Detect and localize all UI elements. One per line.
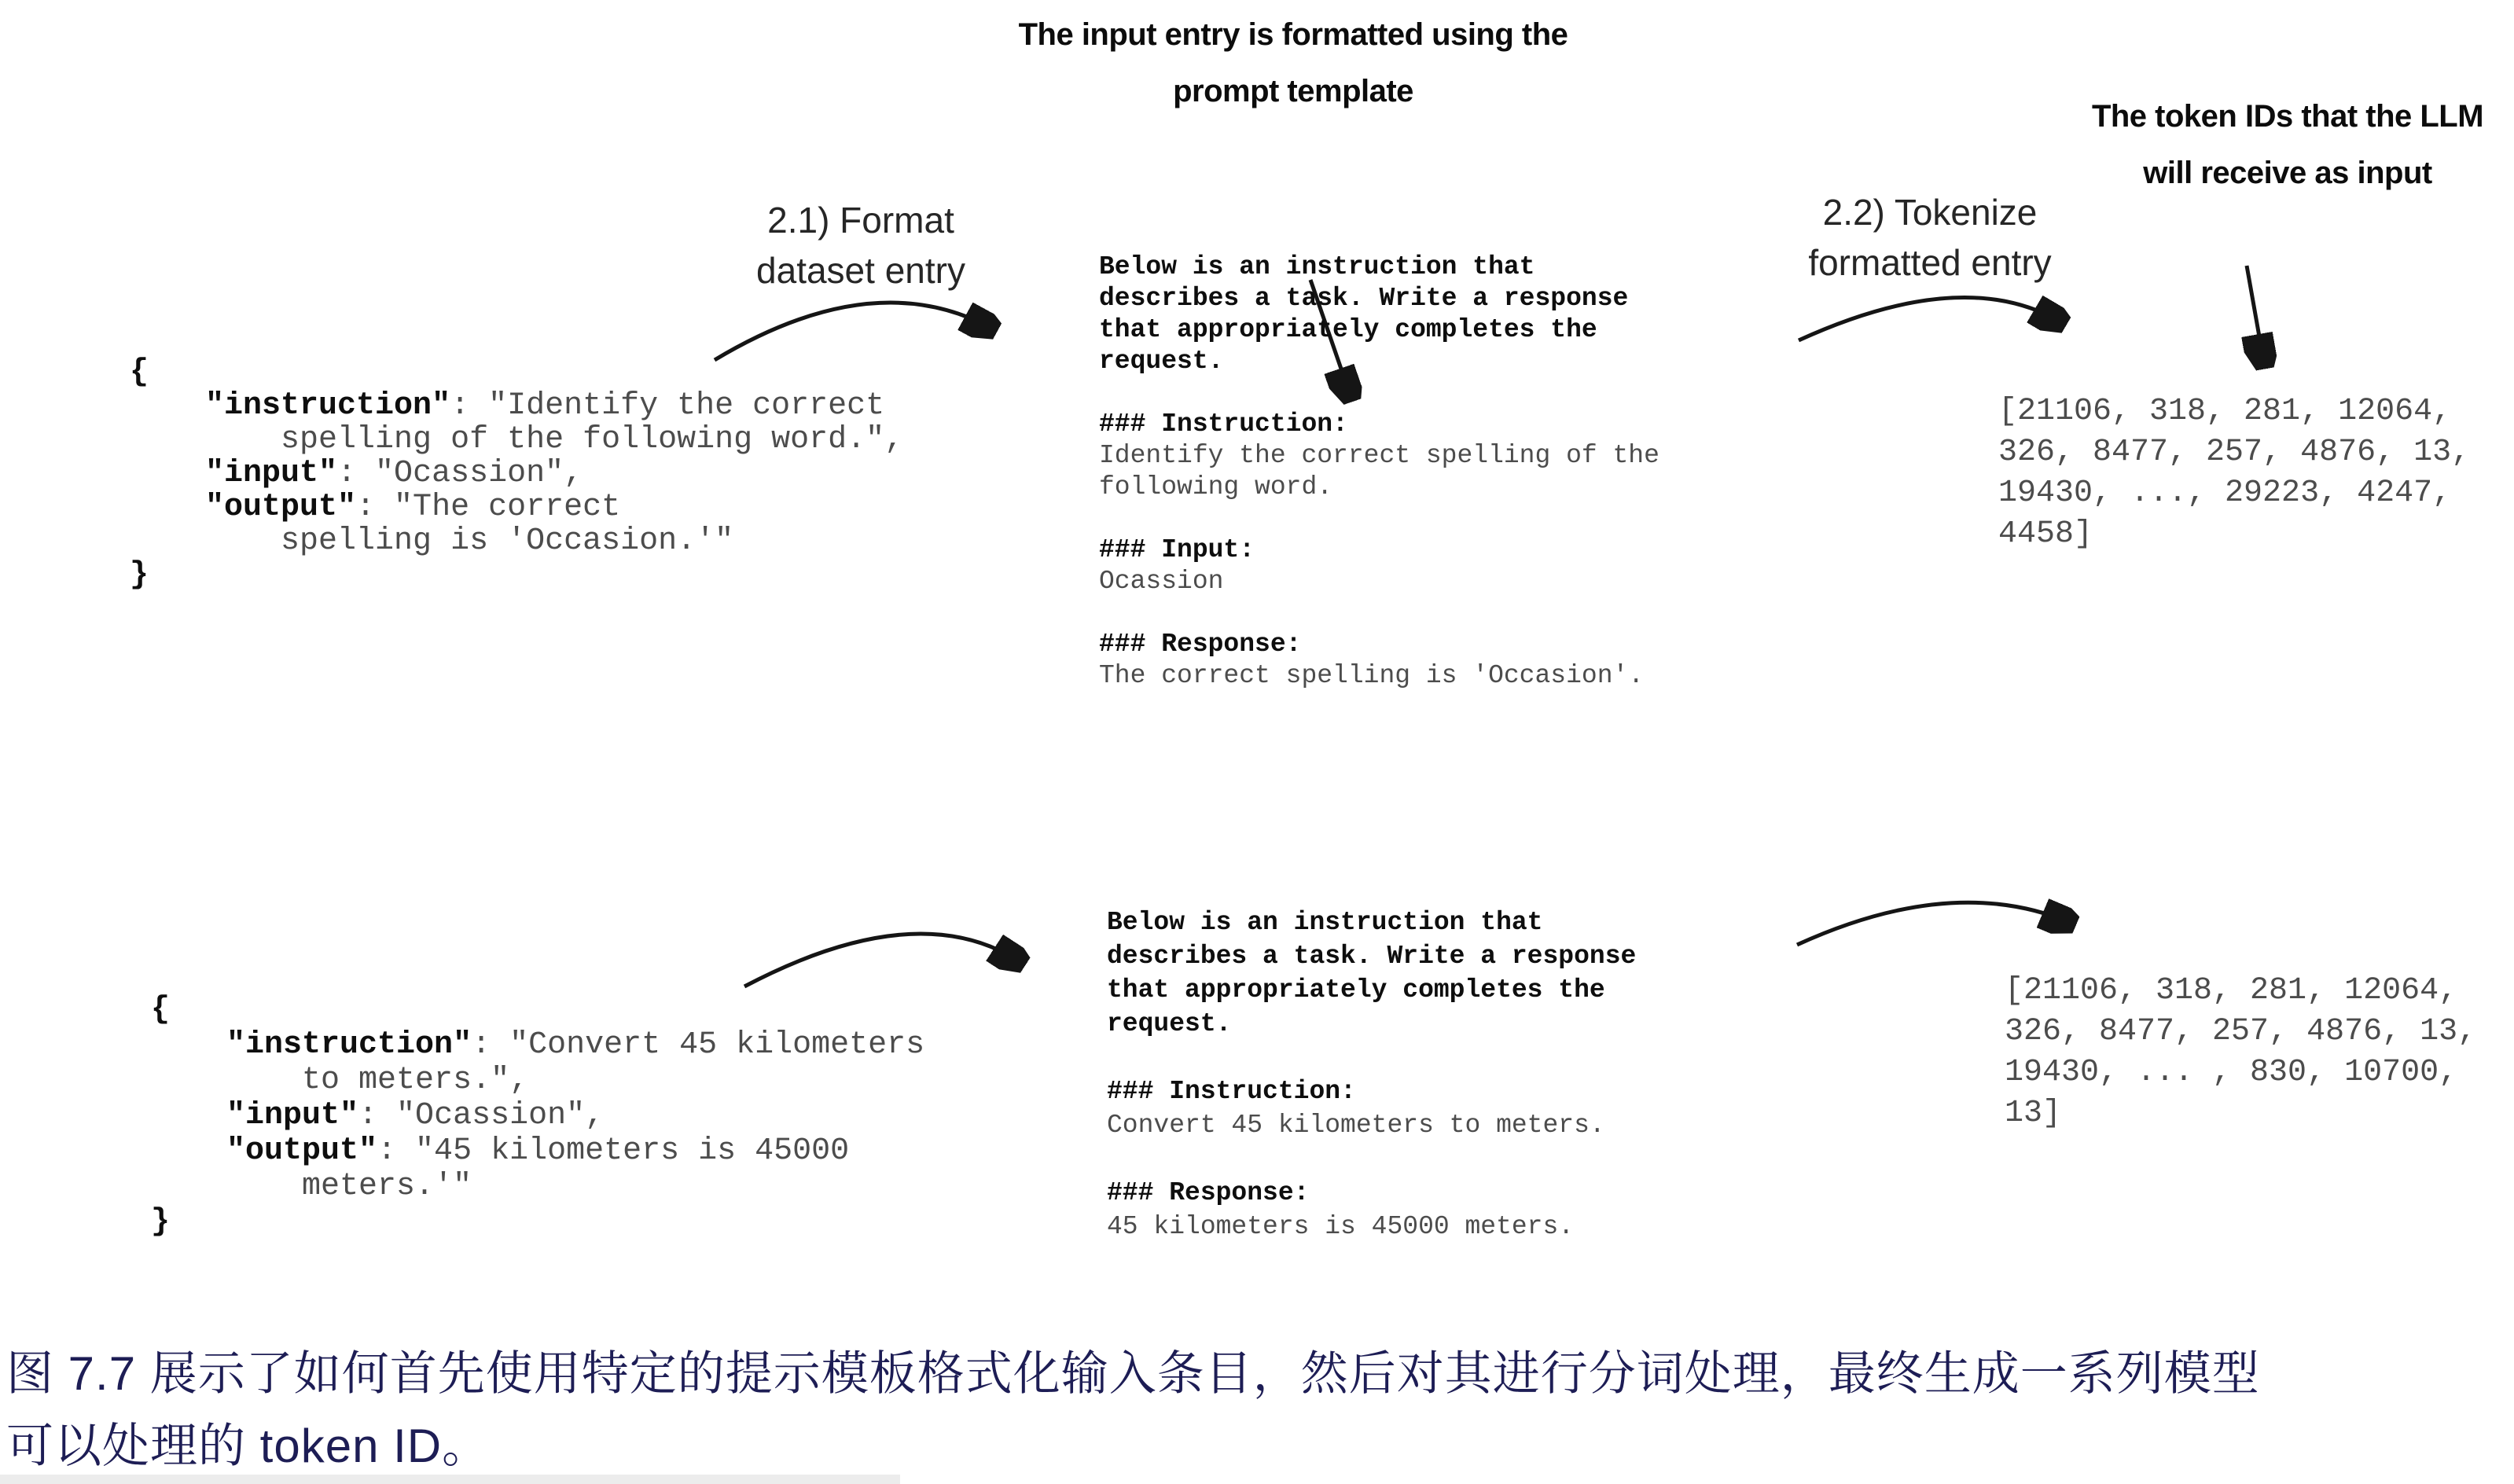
tokenize-arrow-row2 [1797, 902, 2071, 945]
format-note-line: The input entry is formatted using the [1018, 17, 1568, 52]
bottom-highlight-stripe [0, 1475, 900, 1484]
formatted-prompt-row2: Below is an instruction that describes a task. Write a response that appropriately completes the request. ### Instruction: Convert 45 kilometers to meters. ### Response: 45 kilometers is 45000 meters. [1107, 908, 1637, 1241]
step-tokenize-line: formatted entry [1808, 242, 2052, 283]
step-tokenize-label [1773, 187, 2087, 288]
figure-caption-line: 可以处理的 token ID。 [6, 1420, 491, 1472]
step-format-label [704, 195, 1018, 296]
formatted-prompt-row1: Below is an instruction that describes a task. Write a response that appropriately completes the request. ### Instruction: Identify the correct spelling of the following word. ### Input: Ocassion ### Response: The correct spelling is 'Occasion'. [1099, 252, 1659, 690]
format-note-line: prompt template [1173, 74, 1413, 108]
token-note-line: The token IDs that the LLM [2091, 99, 2484, 134]
token-note-line: will receive as input [2143, 156, 2432, 190]
token-ids-row1: [21106, 318, 281, 12064, 326, 8477, 257, 4876, 13, 19430, ..., 29223, 4247, 4458] [1998, 394, 2471, 552]
format-arrow-row1 [715, 303, 992, 360]
format-arrow-row2 [744, 934, 1020, 986]
figure-caption [6, 1338, 2509, 1482]
dataset-entry-json-row1: { "instruction": "Identify the correct spelling of the following word.", "input": "Ocassion", "output": "The correct spelling is 'Occasion.'" } [130, 354, 904, 593]
step-tokenize-line: 2.2) Tokenize [1822, 192, 2038, 233]
dataset-entry-json-row2: { "instruction": "Convert 45 kilometers to meters.", "input": "Ocassion", "output": "45 kilometers is 45000 meters.'" } [151, 992, 925, 1240]
step-format-line: dataset entry [756, 250, 965, 291]
step-format-line: 2.1) Format [767, 200, 954, 241]
tokenize-arrow-row1 [1799, 297, 2061, 340]
token-note [2060, 88, 2514, 201]
token-ids-row2: [21106, 318, 281, 12064, 326, 8477, 257, 4876, 13, 19430, ... , 830, 10700, 13] [2005, 973, 2477, 1131]
figure-caption-line: 图 7.7 展示了如何首先使用特定的提示模板格式化输入条目，然后对其进行分词处理，最终生成一系列模型 [6, 1347, 2260, 1400]
format-note [947, 6, 1639, 119]
token-note-arrow [2247, 266, 2264, 363]
